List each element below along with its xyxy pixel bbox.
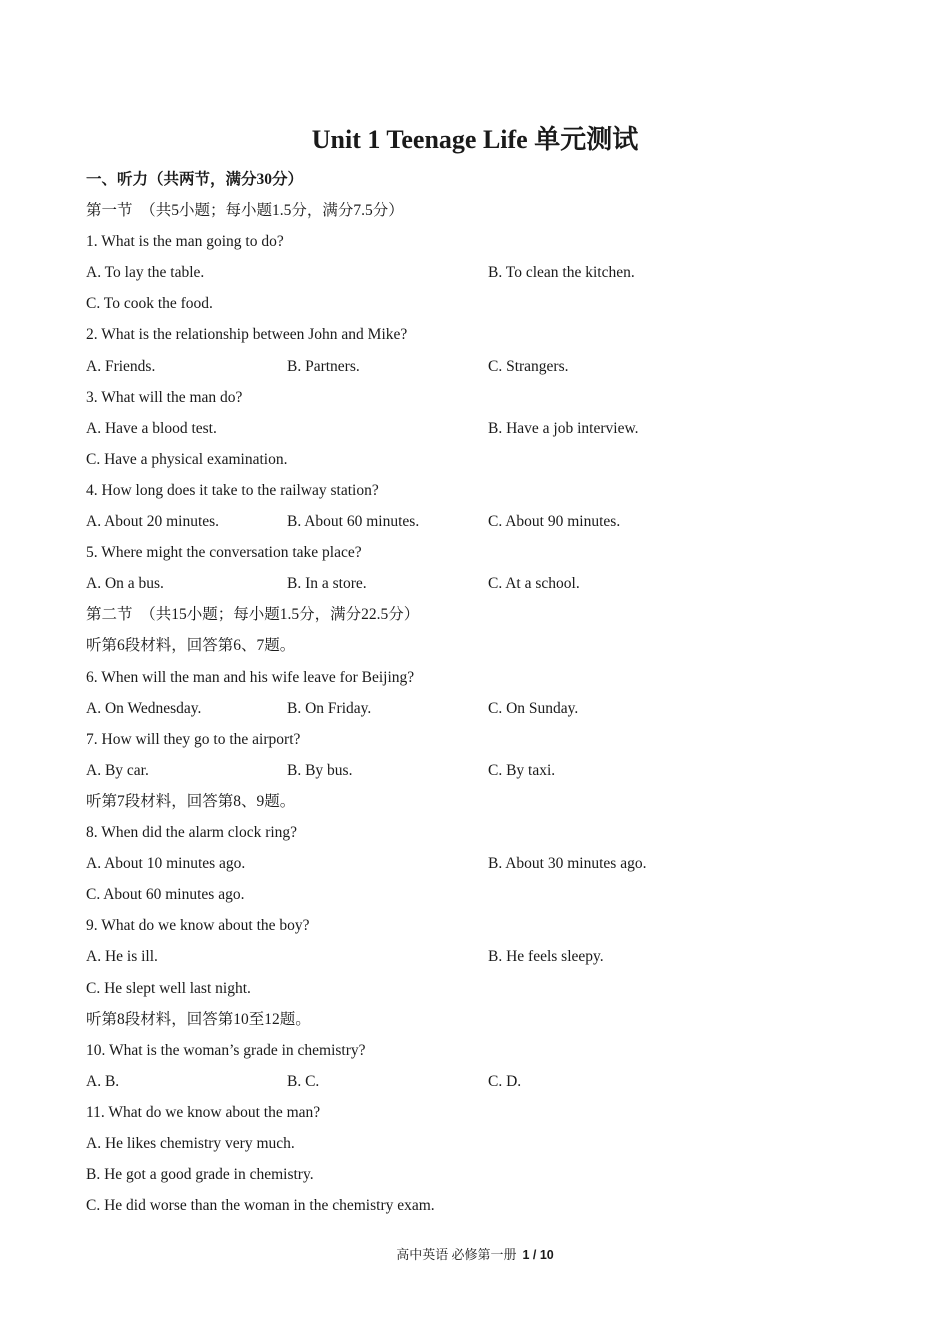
answer-option: B. He feels sleepy.	[488, 948, 604, 966]
answer-option: C. To cook the food.	[86, 295, 213, 313]
answer-option: C. D.	[488, 1072, 522, 1090]
question-text: 11. What do we know about the man?	[86, 1103, 321, 1121]
section-instruction: 第二节 （共15小题；每小题1.5分，满分22.5分）	[86, 606, 420, 624]
document-title: Unit 1 Teenage Life 单元测试	[311, 125, 639, 154]
answer-option: B. About 30 minutes ago.	[488, 855, 647, 873]
answer-option: A. On a bus.	[86, 575, 164, 593]
question-text: 1. What is the man going to do?	[86, 233, 284, 251]
answer-option: C. Strangers.	[488, 357, 569, 375]
answer-option: C. On Sunday.	[488, 699, 579, 717]
answer-option: A. Friends.	[86, 357, 156, 375]
page-number: 1 / 10	[522, 1248, 554, 1262]
answer-option: A. He is ill.	[86, 948, 158, 966]
answer-option: C. About 60 minutes ago.	[86, 886, 245, 904]
answer-option: A. To lay the table.	[86, 264, 205, 282]
answer-option: B. C.	[287, 1072, 320, 1090]
answer-option: B. By bus.	[287, 761, 353, 779]
page-footer	[0, 1246, 950, 1264]
answer-option: C. Have a physical examination.	[86, 450, 288, 468]
answer-option: B. Have a job interview.	[488, 419, 639, 437]
question-text: 8. When did the alarm clock ring?	[86, 824, 298, 841]
section-instruction: 听第8段材料，回答第10至12题。	[86, 1010, 311, 1028]
answer-option: A. Have a blood test.	[86, 419, 217, 437]
question-text: 4. How long does it take to the railway station?	[86, 481, 379, 499]
section-instruction: 听第7段材料，回答第8、9题。	[86, 792, 296, 810]
answer-option: B. To clean the kitchen.	[488, 264, 635, 282]
answer-option: B. On Friday.	[287, 699, 372, 717]
answer-option: B. In a store.	[287, 575, 367, 593]
answer-option: B. About 60 minutes.	[287, 513, 420, 530]
question-text: 7. How will they go to the airport?	[86, 730, 301, 748]
answer-option: B. Partners.	[287, 357, 360, 375]
question-text: 3. What will the man do?	[86, 388, 243, 406]
section-instruction: 第一节 （共5小题；每小题1.5分，满分7.5分）	[86, 202, 404, 219]
answer-option: C. About 90 minutes.	[488, 513, 621, 530]
answer-option: C. At a school.	[488, 575, 580, 593]
answer-option: A. About 20 minutes.	[86, 513, 220, 530]
question-text: 10. What is the woman’s grade in chemistry?	[86, 1041, 366, 1059]
answer-option: A. He likes chemistry very much.	[86, 1135, 295, 1152]
section-instruction: 听第6段材料，回答第6、7题。	[86, 637, 296, 655]
answer-option: A. B.	[86, 1072, 120, 1090]
answer-option: B. He got a good grade in chemistry.	[86, 1166, 314, 1184]
answer-option: A. By car.	[86, 761, 149, 779]
answer-option: C. He did worse than the woman in the chemistry exam.	[86, 1197, 435, 1215]
answer-option: C. By taxi.	[488, 761, 556, 779]
footer-text: 高中英语 必修第一册	[396, 1247, 517, 1262]
section-heading: 一、听力（共两节，满分30分）	[86, 171, 304, 188]
question-text: 6. When will the man and his wife leave for Beijing?	[86, 668, 415, 686]
answer-option: A. On Wednesday.	[86, 699, 202, 717]
question-text: 5. Where might the conversation take place?	[86, 544, 362, 562]
answer-option: A. About 10 minutes ago.	[86, 855, 246, 873]
question-text: 2. What is the relationship between John and Mike?	[86, 326, 408, 344]
question-text: 9. What do we know about the boy?	[86, 917, 310, 935]
answer-option: C. He slept well last night.	[86, 979, 251, 997]
